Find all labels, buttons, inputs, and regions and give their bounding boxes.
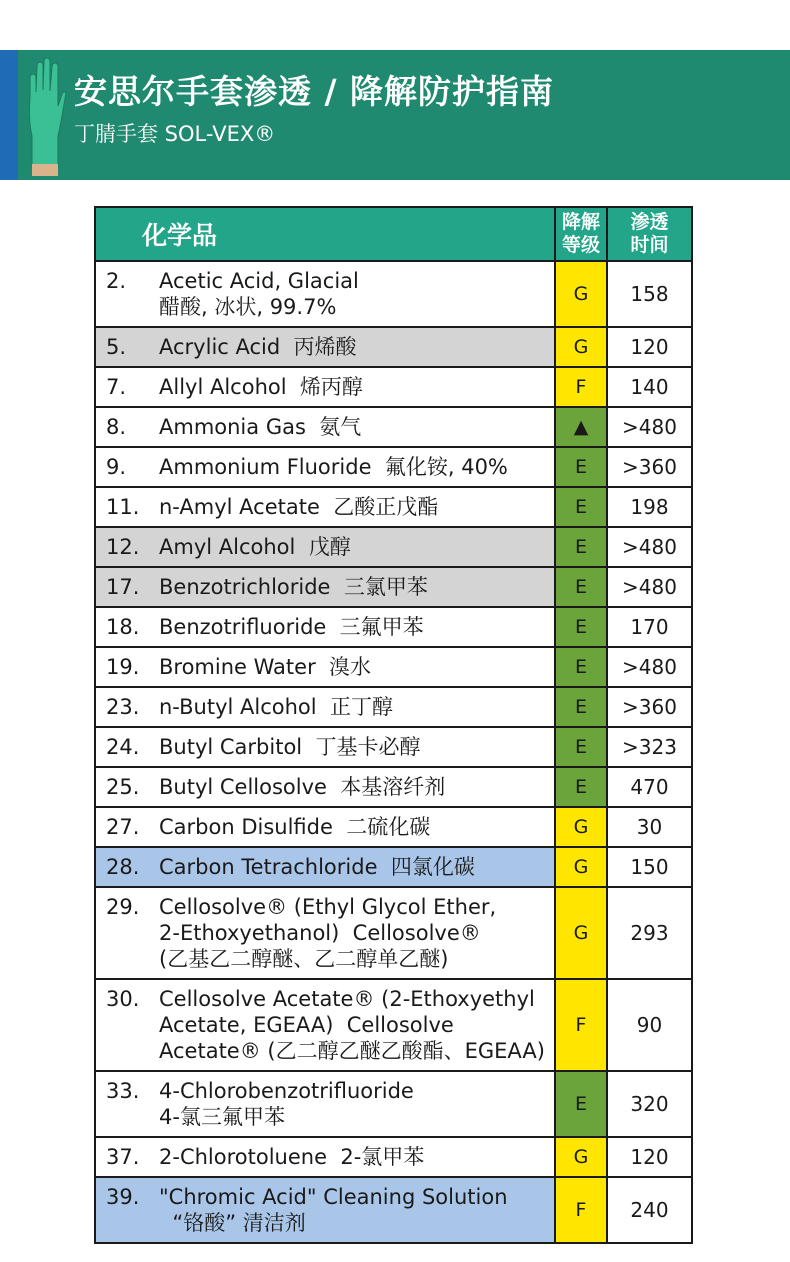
degradation-rating: F: [555, 367, 607, 407]
permeation-time: 30: [607, 807, 692, 847]
chemical-name-line: 2-Chlorotoluene 2-氯甲苯: [159, 1145, 425, 1169]
permeation-time: 90: [607, 979, 692, 1071]
degradation-rating: E: [555, 527, 607, 567]
resistance-table: [94, 206, 693, 1244]
chemical-name: [159, 986, 549, 1064]
chemical-name: [159, 734, 549, 760]
chemical-name-line: "Chromic Acid" Cleaning Solution: [159, 1185, 508, 1209]
chemical-name-line: Cellosolve Acetate® (2-Ethoxyethyl: [159, 987, 535, 1011]
table-header-row: [95, 207, 692, 261]
degradation-rating: E: [555, 607, 607, 647]
chemical-number: 24.: [106, 735, 140, 759]
degradation-rating: F: [555, 979, 607, 1071]
table-row: [95, 261, 692, 327]
header-degradation-line1: 降解: [561, 211, 600, 233]
chemical-name: [159, 494, 549, 520]
table-row: [95, 327, 692, 367]
header-chemical: 化学品: [95, 207, 555, 261]
chemical-number: 19.: [106, 655, 140, 679]
side-accent-bar: [0, 50, 18, 180]
table-row: [95, 1177, 692, 1243]
table-row: [95, 807, 692, 847]
chemical-name-line: (乙基乙二醇醚、乙二醇单乙醚): [159, 947, 449, 971]
permeation-time: 293: [607, 887, 692, 979]
chemical-name: [159, 268, 549, 320]
chemical-cell: [95, 807, 555, 847]
chemical-name: [159, 574, 549, 600]
chemical-cell: [95, 367, 555, 407]
chemical-name: [159, 374, 549, 400]
chemical-name: [159, 614, 549, 640]
degradation-rating: G: [555, 887, 607, 979]
chemical-name-line: Acrylic Acid 丙烯酸: [159, 335, 357, 359]
table-row: [95, 447, 692, 487]
chemical-cell: [95, 487, 555, 527]
table-row: [95, 847, 692, 887]
chemical-number: 28.: [106, 855, 140, 879]
permeation-time: 120: [607, 327, 692, 367]
chemical-cell: [95, 447, 555, 487]
permeation-time: 170: [607, 607, 692, 647]
chemical-name: [159, 654, 549, 680]
chemical-name: [159, 1144, 549, 1170]
chemical-name-line: Butyl Carbitol 丁基卡必醇: [159, 735, 421, 759]
permeation-time: 320: [607, 1071, 692, 1137]
degradation-rating: E: [555, 767, 607, 807]
chemical-cell: [95, 887, 555, 979]
permeation-time: 240: [607, 1177, 692, 1243]
degradation-rating: ▲: [555, 407, 607, 447]
page-title: 安思尔手套渗透 / 降解防护指南: [74, 72, 555, 111]
chemical-number: 37.: [106, 1145, 140, 1169]
table-row: [95, 407, 692, 447]
chemical-name: [159, 694, 549, 720]
header-banner: [0, 50, 790, 180]
table-row: [95, 367, 692, 407]
chemical-name-line: Benzotrifluoride 三氟甲苯: [159, 615, 424, 639]
chemical-cell: [95, 847, 555, 887]
degradation-rating: E: [555, 487, 607, 527]
permeation-time: >360: [607, 447, 692, 487]
chemical-name: [159, 334, 549, 360]
degradation-rating: G: [555, 327, 607, 367]
chemical-name-line: n-Butyl Alcohol 正丁醇: [159, 695, 393, 719]
degradation-rating: G: [555, 807, 607, 847]
chemical-number: 29.: [106, 895, 140, 919]
chemical-name-line: Allyl Alcohol 烯丙醇: [159, 375, 363, 399]
glove-icon: [22, 58, 66, 176]
chemical-cell: [95, 1137, 555, 1177]
chemical-name-line: Acetic Acid, Glacial: [159, 269, 359, 293]
degradation-rating: G: [555, 847, 607, 887]
chemical-name-line: Bromine Water 溴水: [159, 655, 372, 679]
permeation-time: >480: [607, 647, 692, 687]
chemical-number: 33.: [106, 1079, 140, 1103]
header-permeation-line2: 时间: [630, 234, 669, 256]
table-row: [95, 647, 692, 687]
chemical-number: 2.: [106, 269, 127, 293]
chemical-name-line: 2-Ethoxyethanol) Cellosolve®: [159, 921, 481, 945]
chemical-number: 30.: [106, 987, 140, 1011]
header-degradation-line2: 等级: [561, 234, 600, 256]
degradation-rating: E: [555, 647, 607, 687]
chemical-name-line: 4-氯三氟甲苯: [159, 1105, 285, 1129]
degradation-rating: G: [555, 1137, 607, 1177]
chemical-cell: [95, 647, 555, 687]
chemical-number: 9.: [106, 455, 127, 479]
chemical-cell: [95, 1177, 555, 1243]
chemical-name-line: Carbon Tetrachloride 四氯化碳: [159, 855, 475, 879]
chemical-cell: [95, 261, 555, 327]
table-row: [95, 607, 692, 647]
table-row: [95, 887, 692, 979]
chemical-cell: [95, 327, 555, 367]
chemical-name-line: Ammonium Fluoride 氟化铵, 40%: [159, 455, 508, 479]
chemical-cell: [95, 1071, 555, 1137]
chemical-cell: [95, 687, 555, 727]
degradation-rating: E: [555, 567, 607, 607]
chemical-number: 8.: [106, 415, 127, 439]
degradation-rating: E: [555, 1071, 607, 1137]
chemical-name: [159, 854, 549, 880]
permeation-time: >480: [607, 407, 692, 447]
chemical-name-line: Benzotrichloride 三氯甲苯: [159, 575, 428, 599]
chemical-cell: [95, 727, 555, 767]
table-row: [95, 487, 692, 527]
table-row: [95, 687, 692, 727]
chemical-number: 7.: [106, 375, 127, 399]
permeation-time: >480: [607, 567, 692, 607]
chemical-name: [159, 1078, 549, 1130]
chemical-number: 5.: [106, 335, 127, 359]
permeation-time: 158: [607, 261, 692, 327]
header-permeation-line1: 渗透: [630, 211, 669, 233]
chemical-number: 12.: [106, 535, 140, 559]
chemical-name: [159, 454, 549, 480]
chemical-name-line: Ammonia Gas 氨气: [159, 415, 362, 439]
degradation-rating: E: [555, 727, 607, 767]
chemical-cell: [95, 567, 555, 607]
table-row: [95, 567, 692, 607]
permeation-time: 120: [607, 1137, 692, 1177]
degradation-rating: E: [555, 447, 607, 487]
permeation-time: 198: [607, 487, 692, 527]
chemical-name: [159, 894, 549, 972]
chemical-name: [159, 1184, 549, 1236]
header-degradation: [555, 207, 607, 261]
chemical-cell: [95, 767, 555, 807]
chemical-name-line: Acetate, EGEAA) Cellosolve: [159, 1013, 454, 1037]
chemical-name-line: 醋酸, 冰状, 99.7%: [159, 295, 337, 319]
chemical-cell: [95, 407, 555, 447]
chemical-number: 23.: [106, 695, 140, 719]
permeation-time: 140: [607, 367, 692, 407]
permeation-time: >323: [607, 727, 692, 767]
table-row: [95, 727, 692, 767]
chemical-number: 11.: [106, 495, 140, 519]
permeation-time: 150: [607, 847, 692, 887]
chemical-number: 39.: [106, 1185, 140, 1209]
table-body: [95, 261, 692, 1243]
chemical-cell: [95, 979, 555, 1071]
chemical-name-line: Butyl Cellosolve 本基溶纤剂: [159, 775, 446, 799]
chemical-name-line: “铬酸” 清洁剂: [159, 1211, 306, 1235]
chemical-name-line: 4-Chlorobenzotrifluoride: [159, 1079, 414, 1103]
table-row: [95, 1137, 692, 1177]
header-permeation: [607, 207, 692, 261]
chemical-name-line: Acetate® (乙二醇乙醚乙酸酯、EGEAA): [159, 1039, 545, 1063]
permeation-time: >360: [607, 687, 692, 727]
chemical-number: 25.: [106, 775, 140, 799]
chemical-number: 18.: [106, 615, 140, 639]
degradation-rating: E: [555, 687, 607, 727]
chemical-cell: [95, 607, 555, 647]
chemical-name: [159, 534, 549, 560]
chemical-name: [159, 414, 549, 440]
table-row: [95, 767, 692, 807]
chemical-name-line: Carbon Disulfide 二硫化碳: [159, 815, 431, 839]
chemical-name-line: n-Amyl Acetate 乙酸正戊酯: [159, 495, 439, 519]
chemical-name: [159, 814, 549, 840]
chemical-cell: [95, 527, 555, 567]
degradation-rating: F: [555, 1177, 607, 1243]
permeation-time: >480: [607, 527, 692, 567]
chemical-number: 27.: [106, 815, 140, 839]
chemical-name-line: Amyl Alcohol 戊醇: [159, 535, 351, 559]
degradation-rating: G: [555, 261, 607, 327]
permeation-time: 470: [607, 767, 692, 807]
table-row: [95, 527, 692, 567]
table-row: [95, 979, 692, 1071]
chemical-number: 17.: [106, 575, 140, 599]
table-row: [95, 1071, 692, 1137]
chemical-name-line: Cellosolve® (Ethyl Glycol Ether,: [159, 895, 497, 919]
chemical-name: [159, 774, 549, 800]
page-subtitle: 丁腈手套 SOL-VEX®: [74, 122, 276, 146]
